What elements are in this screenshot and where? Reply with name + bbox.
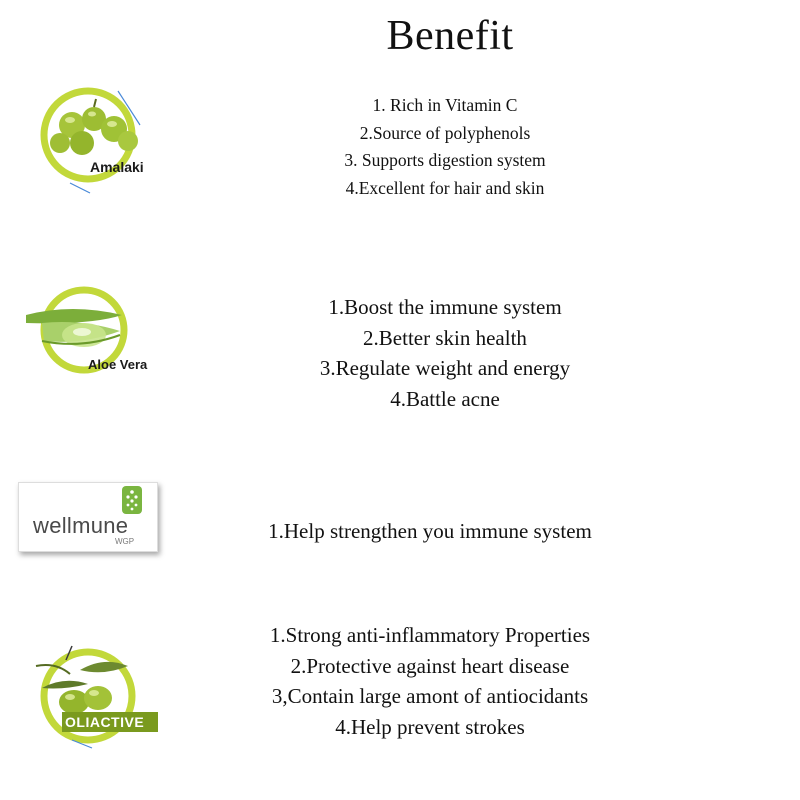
amalaki-logo-label: Amalaki	[90, 159, 144, 175]
amalaki-logo	[30, 85, 170, 195]
benefit-item: 3.Regulate weight and energy	[319, 356, 571, 380]
benefit-item: 4.Excellent for hair and skin	[345, 177, 545, 198]
benefit-item: 4.Help prevent strokes	[335, 714, 525, 739]
page-title: Benefit	[386, 13, 514, 59]
wellmune-icon	[121, 485, 143, 515]
benefit-item: 3. Supports digestion system	[344, 150, 546, 170]
amalaki-logo-graphic	[30, 85, 170, 195]
wellmune-logo	[18, 482, 158, 552]
benefit-item: 1.Help strengthen you immune system	[268, 519, 592, 543]
oliactive-logo	[30, 640, 170, 750]
amalaki-benefits	[250, 92, 640, 202]
wellmune-logo-label: wellmune	[33, 513, 129, 538]
aloe-vera-logo	[22, 285, 172, 385]
wellmune-logo-sublabel: WGP	[115, 537, 135, 546]
benefit-item: 1.Boost the immune system	[328, 295, 562, 319]
benefit-item: 3,Contain large amont of antiocidants	[271, 684, 589, 708]
benefit-item: 1.Strong anti-inflammatory Properties	[269, 623, 591, 647]
wellmune-benefits	[220, 516, 640, 546]
benefit-item: 2.Protective against heart disease	[290, 653, 570, 678]
benefit-item: 1. Rich in Vitamin C	[372, 95, 518, 115]
aloe-vera-logo-label: Aloe Vera	[88, 357, 148, 372]
benefit-item: 4.Battle acne	[390, 386, 500, 411]
benefit-item: 2.Better skin health	[363, 325, 527, 350]
aloe-vera-benefits	[250, 292, 640, 414]
benefit-item: 2.Source of polyphenols	[359, 122, 531, 143]
oliactive-logo-graphic	[30, 640, 170, 750]
oliactive-logo-label: OLIACTIVE	[65, 714, 145, 730]
oliactive-benefits	[220, 620, 640, 742]
